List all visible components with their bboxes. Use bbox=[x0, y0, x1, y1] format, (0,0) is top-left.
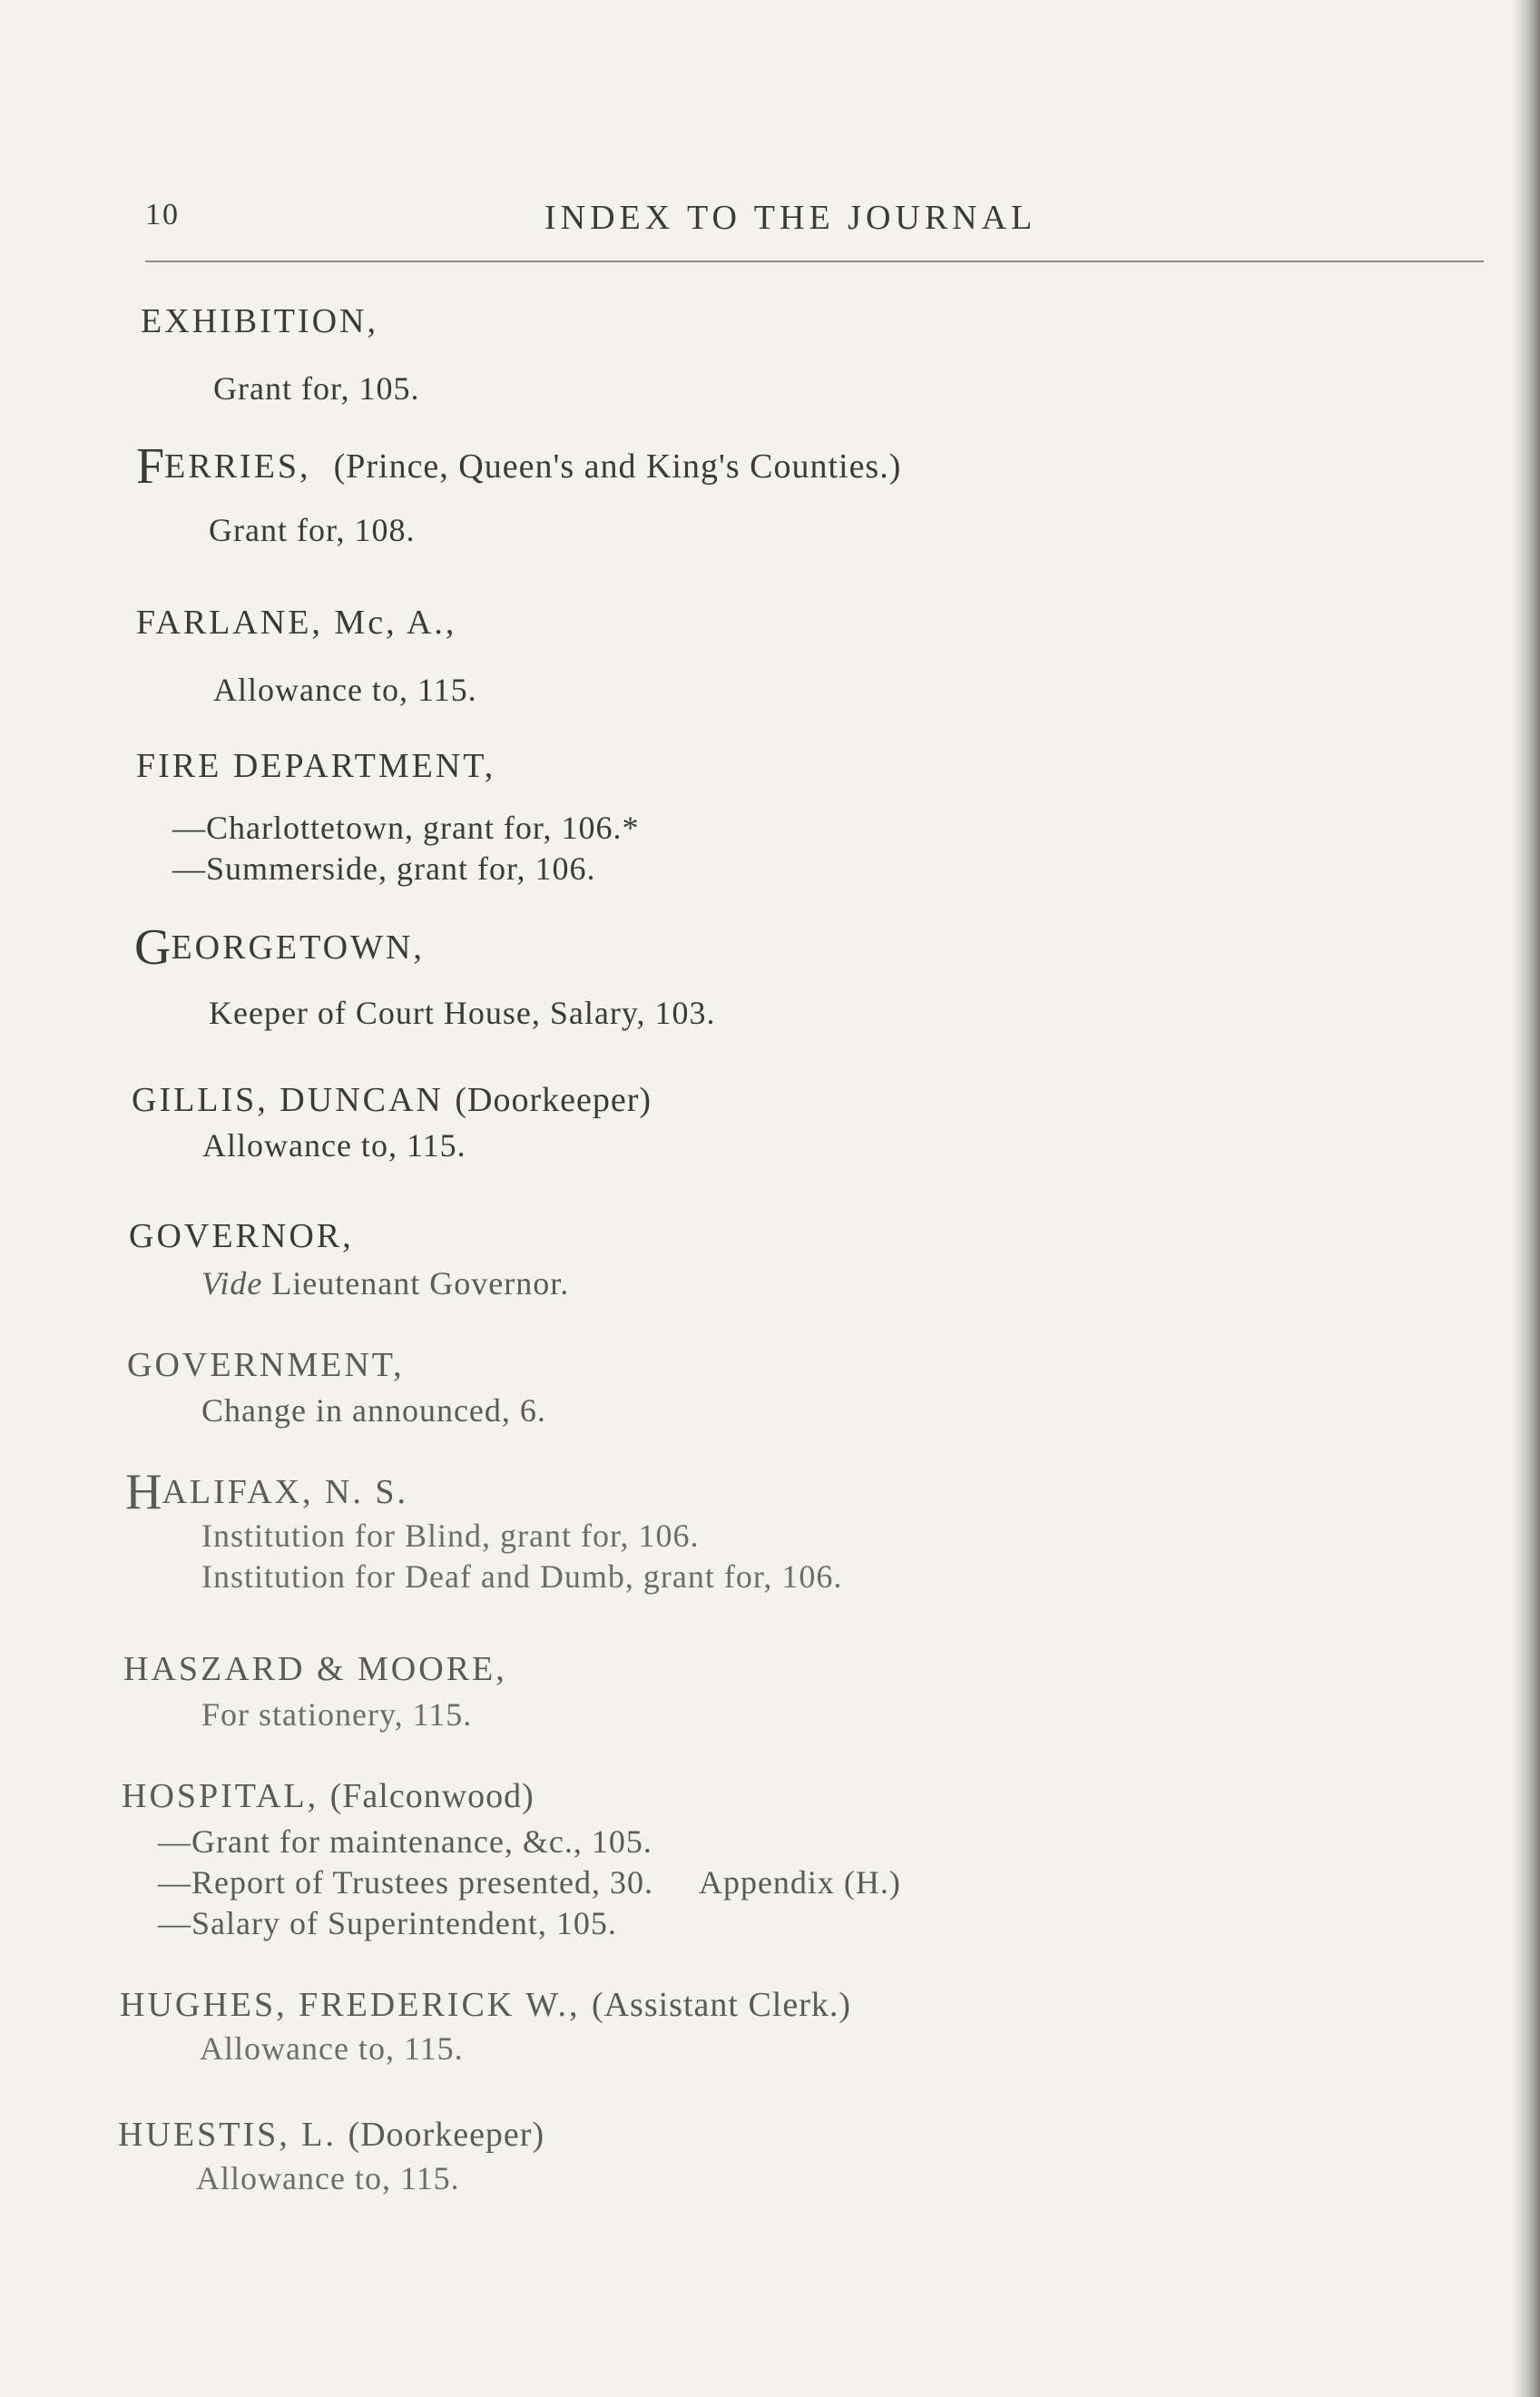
entry-line bbox=[122, 1862, 901, 1903]
index-entry-ferries bbox=[136, 438, 902, 551]
entry-heading: GOVERNOR, bbox=[129, 1217, 354, 1255]
entry-line bbox=[129, 1263, 569, 1304]
entry-line: Institution for Blind, grant for, 106. bbox=[201, 1518, 700, 1554]
heading-text: ERRIES, bbox=[164, 447, 311, 486]
index-entry-halifax bbox=[125, 1464, 843, 1597]
entry-heading: FIRE DEPARTMENT, bbox=[136, 747, 496, 785]
entry-heading: FARLANE, Mc, A., bbox=[136, 604, 457, 642]
drop-cap: H bbox=[125, 1464, 162, 1520]
entry-line-text: —Report of Trustees presented, 30. bbox=[158, 1864, 653, 1901]
index-entry-hughes bbox=[120, 1983, 851, 2069]
index-entry-fire-department bbox=[136, 744, 639, 889]
heading-text: EORGETOWN, bbox=[171, 928, 425, 967]
entry-line: Grant for, 105. bbox=[213, 370, 420, 407]
heading-note: (Assistant Clerk.) bbox=[591, 1986, 852, 2024]
index-entry-georgetown bbox=[134, 919, 716, 1034]
page-header bbox=[145, 191, 1488, 245]
entry-heading bbox=[120, 1983, 851, 2027]
heading-text: HOSPITAL, bbox=[122, 1777, 319, 1815]
entry-line: Allowance to, 115. bbox=[213, 672, 477, 708]
entry-line: Keeper of Court House, Salary, 103. bbox=[209, 995, 716, 1031]
index-entry-gillis bbox=[132, 1078, 652, 1166]
entry-line: Allowance to, 115. bbox=[196, 2160, 460, 2196]
entry-line: —Summerside, grant for, 106. bbox=[172, 850, 596, 887]
heading-note: (Doorkeeper) bbox=[455, 1081, 652, 1119]
entry-heading bbox=[134, 919, 716, 976]
index-entry-hospital bbox=[122, 1774, 901, 1944]
entry-line: Institution for Deaf and Dumb, grant for, 106. bbox=[201, 1558, 843, 1595]
appendix-reference: Appendix (H.) bbox=[698, 1864, 901, 1901]
index-entry-farlane bbox=[136, 601, 477, 711]
heading-note: (Prince, Queen's and King's Counties.) bbox=[333, 447, 902, 486]
heading-note: (Falconwood) bbox=[329, 1777, 535, 1815]
entry-heading bbox=[122, 1774, 901, 1818]
heading-text: HUESTIS, L. bbox=[118, 2116, 337, 2154]
entry-line: For stationery, 115. bbox=[201, 1696, 473, 1733]
entry-line: Allowance to, 115. bbox=[202, 1127, 466, 1164]
entry-line: —Grant for maintenance, &c., 105. bbox=[158, 1823, 652, 1860]
page-edge-shadow bbox=[1513, 0, 1540, 2397]
entry-heading: GOVERNMENT, bbox=[127, 1346, 405, 1384]
entry-line: Change in announced, 6. bbox=[201, 1392, 546, 1429]
entry-line: —Charlottetown, grant for, 106.* bbox=[172, 810, 640, 846]
entry-line: Grant for, 108. bbox=[209, 512, 416, 548]
running-title: INDEX TO THE JOURNAL bbox=[544, 199, 1037, 237]
index-entry-government bbox=[127, 1343, 546, 1431]
entry-heading bbox=[132, 1078, 652, 1122]
entry-heading: EXHIBITION, bbox=[141, 302, 379, 340]
entry-line: —Salary of Superintendent, 105. bbox=[158, 1905, 617, 1941]
index-entry-haszard-moore bbox=[123, 1647, 507, 1735]
heading-note: (Doorkeeper) bbox=[348, 2116, 545, 2154]
heading-text: ALIFAX, N. S. bbox=[162, 1473, 409, 1511]
index-entry-exhibition bbox=[141, 300, 420, 409]
heading-text: GILLIS, DUNCAN bbox=[132, 1081, 444, 1119]
entry-line: Allowance to, 115. bbox=[200, 2030, 464, 2067]
index-entry-huestis bbox=[118, 2113, 544, 2199]
entry-heading bbox=[125, 1464, 842, 1520]
drop-cap: G bbox=[134, 919, 172, 976]
entry-heading: HASZARD & MOORE, bbox=[123, 1650, 507, 1688]
entry-heading bbox=[118, 2113, 544, 2156]
heading-text: HUGHES, FREDERICK W., bbox=[120, 1986, 581, 2024]
header-rule bbox=[145, 260, 1484, 262]
index-entry-governor bbox=[129, 1214, 569, 1304]
page-number: 10 bbox=[145, 198, 180, 231]
vide-label: Vide bbox=[201, 1265, 263, 1302]
cross-reference: Lieutenant Governor. bbox=[271, 1265, 570, 1302]
drop-cap: F bbox=[136, 438, 165, 495]
entry-heading bbox=[136, 438, 902, 495]
